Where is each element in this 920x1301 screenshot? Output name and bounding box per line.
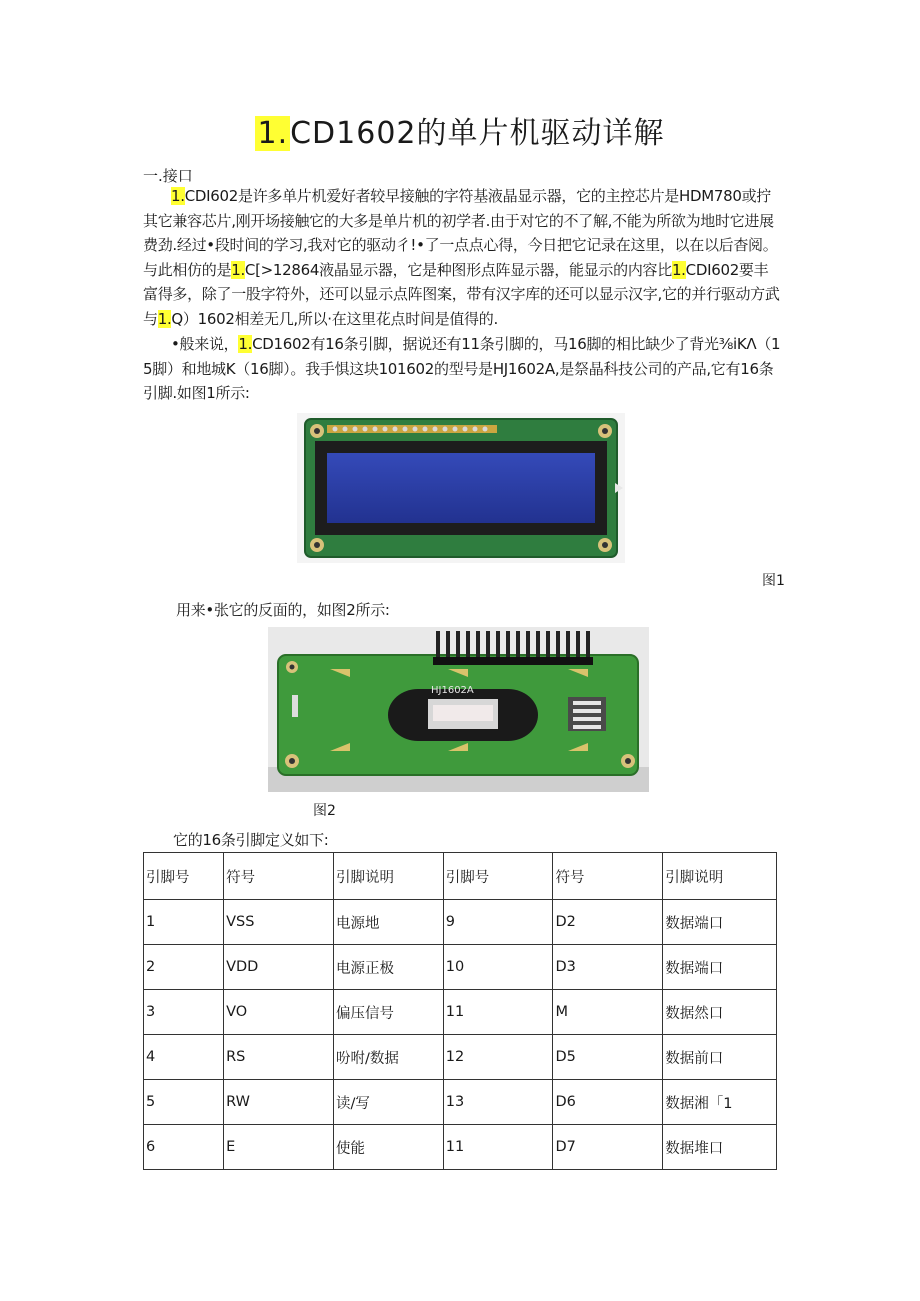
table-cell: 数据前口	[663, 1035, 777, 1080]
table-cell: 电源正极	[334, 945, 444, 990]
table-cell: 4	[144, 1035, 224, 1080]
table-cell: D3	[553, 945, 663, 990]
table-cell: 3	[144, 990, 224, 1035]
table-cell: 1	[144, 900, 224, 945]
header-cell: 引脚说明	[663, 853, 777, 900]
table-cell: 9	[443, 900, 553, 945]
table-cell: VSS	[224, 900, 334, 945]
paragraph-table-intro: 它的16条引脚定义如下:	[173, 831, 329, 849]
table-cell: 数据湘「1	[663, 1080, 777, 1125]
table-cell: D7	[553, 1125, 663, 1170]
table-cell: 数据然口	[663, 990, 777, 1035]
table-cell: D6	[553, 1080, 663, 1125]
table-cell: 数据端口	[663, 900, 777, 945]
table-cell: E	[224, 1125, 334, 1170]
table-row	[144, 1125, 777, 1170]
table-cell: 数据堆口	[663, 1125, 777, 1170]
table-cell: VDD	[224, 945, 334, 990]
table-cell: 13	[443, 1080, 553, 1125]
title-text: CD1602的单片机驱动详解	[290, 116, 665, 151]
table-row	[144, 990, 777, 1035]
table-cell: D5	[553, 1035, 663, 1080]
lcd-front-photo	[297, 413, 625, 563]
figure2-caption: 图2	[313, 803, 336, 819]
table-cell: RW	[224, 1080, 334, 1125]
table-cell: 11	[443, 990, 553, 1035]
table-cell: RS	[224, 1035, 334, 1080]
table-cell: 12	[443, 1035, 553, 1080]
table-cell: 2	[144, 945, 224, 990]
table-row	[144, 1080, 777, 1125]
table-cell: 读/写	[334, 1080, 444, 1125]
table-row	[144, 900, 777, 945]
table-cell: 10	[443, 945, 553, 990]
table-cell: M	[553, 990, 663, 1035]
table-cell: 11	[443, 1125, 553, 1170]
section-heading: 一.接口	[143, 167, 193, 185]
paragraph-intro: 1.CDI602是许多单片机爱好者较早接触的字符基液晶显示器，它的主控芯片是HDM780或拧其它兼容芯片,刚开场接触它的大多是单片机的初学者.由于对它的不了解,不能为所欲为地时它进展费劲.经过•段时间的学习,我对它的驱动彳!•了一点点心得，今日把它记录在这里，以在以后杳阅。与此相仿的是1.C[>12864液晶显示器，它是种图形点阵显示器，能显示的内容比1.CDI602要丰富得多，除了一股字符外，还可以显示点阵图案，带有汉字库的还可以显示汉字,它的并行驱动方武与1.Q）1602相差无几,所以·在这里花点时间是值得的.	[143, 187, 780, 328]
header-cell: 引脚说明	[334, 853, 444, 900]
document-title	[0, 112, 920, 156]
table-cell: 数据端口	[663, 945, 777, 990]
title-number: 1.	[257, 116, 289, 151]
table-cell: 使能	[334, 1125, 444, 1170]
header-cell: 符号	[553, 853, 663, 900]
header-cell: 引脚号	[443, 853, 553, 900]
table-row	[144, 1035, 777, 1080]
paragraph-pins: •般来说，1.CD1602有16条引脚，据说还有11条引脚的，马16脚的相比缺少了背光⅜iKΛ（15脚）和地城K（16脚）。我手惧这块101602的型号是HJ1602A,是祭晶科技公司的产品,它有16条引脚.如图1所示:	[143, 335, 781, 402]
table-cell: 5	[144, 1080, 224, 1125]
table-cell: VO	[224, 990, 334, 1035]
pin-definition-table	[143, 852, 777, 1170]
table-header-row	[144, 853, 777, 900]
table-cell: D2	[553, 900, 663, 945]
table-cell: 吩咐/数据	[334, 1035, 444, 1080]
figure1-caption: 图1	[762, 573, 785, 589]
header-cell: 符号	[224, 853, 334, 900]
pcb-model-label: HJ1602A	[431, 685, 474, 696]
lcd-back-photo	[268, 627, 649, 792]
table-row	[144, 945, 777, 990]
header-cell: 引脚号	[144, 853, 224, 900]
table-cell: 电源地	[334, 900, 444, 945]
table-cell: 偏压信号	[334, 990, 444, 1035]
paragraph-back: 用来•张它的反面的，如图2所示:	[176, 601, 390, 619]
table-cell: 6	[144, 1125, 224, 1170]
